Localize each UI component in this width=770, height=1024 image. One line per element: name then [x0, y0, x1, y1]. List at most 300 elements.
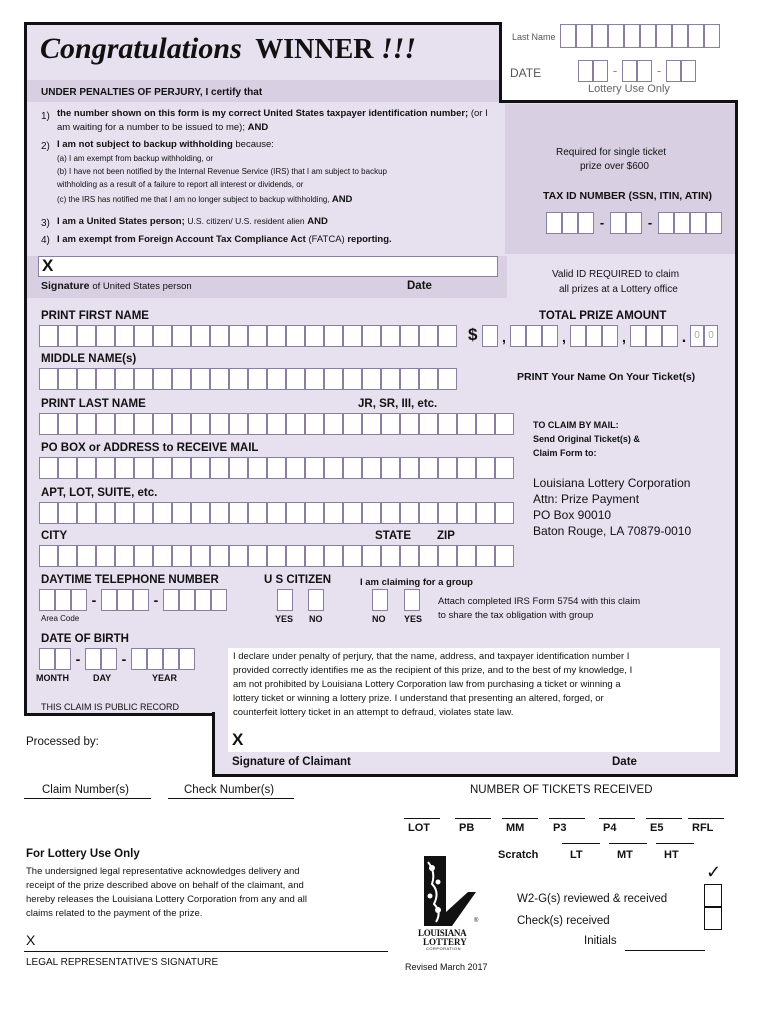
lottery-use-only-label: Lottery Use Only — [588, 83, 670, 95]
char-box[interactable] — [305, 325, 324, 347]
prize-comma-1: , — [502, 329, 506, 345]
item3-bold: I am a United States person; — [57, 216, 185, 227]
char-box[interactable] — [267, 413, 286, 435]
char-box[interactable] — [305, 545, 324, 567]
char-box[interactable] — [172, 413, 191, 435]
char-box[interactable] — [96, 545, 115, 567]
char-box[interactable] — [39, 545, 58, 567]
char-box[interactable] — [58, 457, 77, 479]
char-box[interactable] — [286, 502, 305, 524]
item2-line — [57, 139, 274, 150]
char-box[interactable] — [153, 545, 172, 567]
char-box[interactable] — [172, 502, 191, 524]
char-box[interactable] — [191, 502, 210, 524]
char-box[interactable] — [267, 325, 286, 347]
char-box[interactable] — [96, 368, 115, 390]
char-box[interactable] — [419, 368, 438, 390]
claimant-signature-field[interactable] — [228, 728, 720, 752]
tax-id-boxes[interactable] — [546, 212, 722, 234]
citizen-label: U S CITIZEN — [264, 574, 332, 586]
citizen-no-box[interactable] — [308, 589, 324, 611]
last-name-char-box[interactable] — [560, 24, 576, 48]
phone-dash-1: - — [91, 592, 97, 608]
last-name-field-boxes[interactable] — [39, 413, 514, 435]
apt-boxes[interactable] — [39, 502, 514, 524]
public-record: THIS CLAIM IS PUBLIC RECORD — [41, 702, 180, 712]
pelican-icon — [418, 852, 480, 930]
last-name-char-box[interactable] — [576, 24, 592, 48]
louisiana-lottery-logo — [418, 852, 480, 952]
char-box[interactable] — [286, 368, 305, 390]
char-box[interactable] — [476, 413, 495, 435]
char-box[interactable] — [210, 368, 229, 390]
scratch-count-line[interactable] — [609, 843, 647, 844]
char-box[interactable] — [115, 413, 134, 435]
mail-addr2: Attn: Prize Payment — [533, 492, 640, 506]
item2c: (c) the IRS has notified me that I am no longer subject to backup withholding, — [57, 195, 330, 204]
lottery-use-l1: The undersigned legal representative acknowledges delivery and — [26, 866, 300, 877]
char-box[interactable] — [210, 545, 229, 567]
item3-tail: U.S. citizen/ U.S. resident alien — [187, 216, 305, 226]
citizen-yes-box[interactable] — [277, 589, 293, 611]
char-box[interactable] — [438, 502, 457, 524]
sig1-x: X — [42, 256, 54, 275]
char-box[interactable] — [39, 325, 58, 347]
char-box[interactable] — [457, 413, 476, 435]
prize-cents-1: 0 — [690, 325, 704, 347]
valid-id-line2: all prizes at a Lottery office — [559, 284, 678, 295]
char-box[interactable] — [343, 368, 362, 390]
item4-num: 4) — [41, 235, 50, 246]
dob-month: MONTH — [36, 673, 69, 683]
scratch-type-ht: HT — [664, 849, 679, 861]
char-box[interactable] — [39, 368, 58, 390]
last-name-char-box[interactable] — [624, 24, 640, 48]
w2g-checkbox[interactable] — [704, 884, 722, 908]
char-box[interactable] — [77, 368, 96, 390]
apt-label: APT, LOT, SUITE, etc. — [41, 487, 158, 499]
char-box[interactable] — [381, 413, 400, 435]
prize-amount-boxes[interactable] — [482, 325, 718, 351]
char-box[interactable] — [495, 502, 514, 524]
scratch-type-lt: LT — [570, 849, 583, 861]
mail-claim-form: Claim Form to: — [533, 448, 597, 458]
char-box[interactable] — [96, 413, 115, 435]
char-box[interactable] — [286, 413, 305, 435]
initials-line[interactable] — [625, 950, 705, 951]
char-box[interactable] — [343, 545, 362, 567]
char-box[interactable] — [191, 368, 210, 390]
char-box[interactable] — [229, 545, 248, 567]
char-box[interactable] — [39, 457, 58, 479]
char-box[interactable] — [438, 545, 457, 567]
char-box[interactable] — [438, 325, 457, 347]
char-box[interactable] — [191, 325, 210, 347]
suffix-label: JR, SR, III, etc. — [358, 398, 438, 410]
group-attach-2: to share the tax obligation with group — [438, 610, 594, 621]
sig2-x: X — [232, 730, 244, 749]
logo-line3: CORPORATION — [426, 946, 461, 951]
char-box[interactable] — [457, 545, 476, 567]
item3-and: AND — [307, 216, 328, 227]
group-yes-label: YES — [404, 614, 423, 624]
mail-addr1: Louisiana Lottery Corporation — [533, 476, 691, 490]
print-name-note: PRINT Your Name On Your Ticket(s) — [517, 371, 696, 383]
group-label: I am claiming for a group — [360, 577, 473, 588]
char-box[interactable] — [324, 368, 343, 390]
char-box[interactable] — [457, 457, 476, 479]
char-box[interactable] — [115, 368, 134, 390]
us-person-signature-field[interactable] — [38, 256, 498, 277]
middle-name-boxes[interactable] — [39, 368, 457, 390]
char-box[interactable] — [267, 368, 286, 390]
tax-prize-over: prize over $600 — [580, 161, 649, 172]
date-boxes[interactable]: - - — [578, 60, 696, 82]
sig1-date: Date — [407, 280, 432, 292]
ticket-count-line[interactable] — [646, 818, 682, 819]
char-box[interactable] — [58, 325, 77, 347]
ticket-count-line[interactable] — [688, 818, 724, 819]
char-box[interactable] — [476, 457, 495, 479]
char-box[interactable] — [115, 457, 134, 479]
last-name-char-box[interactable] — [688, 24, 704, 48]
logo-line1: LOUISIANA — [418, 928, 467, 938]
char-box[interactable] — [229, 502, 248, 524]
char-box[interactable] — [362, 368, 381, 390]
dob-dash-1: - — [75, 651, 81, 667]
char-box[interactable] — [400, 413, 419, 435]
char-box[interactable] — [134, 413, 153, 435]
char-box[interactable] — [153, 413, 172, 435]
ticket-count-line[interactable] — [502, 818, 538, 819]
dob-label: DATE OF BIRTH — [41, 633, 129, 645]
sig2-label: Signature of Claimant — [232, 756, 351, 768]
char-box[interactable] — [210, 413, 229, 435]
char-box[interactable] — [305, 502, 324, 524]
claim-number-line — [24, 798, 151, 799]
item2a: (a) I am exempt from backup withholding, or — [57, 154, 214, 163]
declaration-l5: counterfeit lottery ticket in an attempt to defraud, violates state law. — [233, 707, 514, 718]
item1-and: AND — [247, 122, 269, 133]
ticket-count-line[interactable] — [549, 818, 585, 819]
ticket-count-line[interactable] — [455, 818, 491, 819]
char-box[interactable] — [229, 325, 248, 347]
char-box[interactable] — [96, 502, 115, 524]
item4-paren: (FATCA) — [308, 234, 345, 245]
char-box[interactable] — [115, 325, 134, 347]
char-box[interactable] — [305, 457, 324, 479]
last-name-boxes[interactable] — [560, 24, 720, 48]
item4-bold: I am exempt from Foreign Account Tax Compliance Act — [57, 234, 306, 245]
last-name-char-box[interactable] — [672, 24, 688, 48]
tax-dash-1: - — [599, 215, 605, 230]
prize-title: TOTAL PRIZE AMOUNT — [539, 310, 667, 322]
middle-name-label: MIDDLE NAME(s) — [41, 353, 137, 365]
dob-year: YEAR — [152, 673, 178, 683]
char-box[interactable] — [77, 457, 96, 479]
dob-boxes[interactable] — [39, 648, 195, 670]
char-box[interactable] — [267, 545, 286, 567]
last-name-char-box[interactable] — [704, 24, 720, 48]
item1-line2 — [57, 122, 268, 133]
sig1-label-bold: Signature — [41, 280, 90, 292]
po-box-label: PO BOX or ADDRESS to RECEIVE MAIL — [41, 442, 259, 454]
char-box[interactable] — [172, 457, 191, 479]
mail-addr3: PO Box 90010 — [533, 508, 612, 522]
tickets-title: NUMBER OF TICKETS RECEIVED — [470, 784, 653, 796]
char-box[interactable] — [210, 457, 229, 479]
char-box[interactable] — [457, 502, 476, 524]
char-box[interactable] — [77, 413, 96, 435]
winner-text: WINNER — [255, 34, 374, 65]
po-box-boxes[interactable] — [39, 457, 514, 479]
char-box[interactable] — [134, 502, 153, 524]
ticket-count-line[interactable] — [404, 818, 440, 819]
perjury-heading: UNDER PENALTIES OF PERJURY, I certify that — [41, 87, 263, 98]
char-box[interactable] — [77, 325, 96, 347]
char-box[interactable] — [286, 325, 305, 347]
mail-send: Send Original Ticket(s) & — [533, 434, 640, 444]
char-box[interactable] — [134, 457, 153, 479]
char-box[interactable] — [362, 413, 381, 435]
char-box[interactable] — [115, 502, 134, 524]
ticket-type-pb: PB — [459, 822, 475, 834]
char-box[interactable] — [248, 457, 267, 479]
char-box[interactable] — [134, 368, 153, 390]
ticket-type-p3: P3 — [553, 822, 567, 834]
citizen-yes-label: YES — [275, 614, 294, 624]
legal-sig-x: X — [26, 932, 36, 948]
char-box[interactable] — [400, 545, 419, 567]
char-box[interactable] — [267, 457, 286, 479]
char-box[interactable] — [381, 502, 400, 524]
char-box[interactable] — [96, 325, 115, 347]
char-box[interactable] — [153, 457, 172, 479]
char-box[interactable] — [248, 325, 267, 347]
first-name-boxes[interactable] — [39, 325, 457, 347]
char-box[interactable] — [153, 325, 172, 347]
ticket-type-lot: LOT — [408, 822, 430, 834]
char-box[interactable] — [495, 545, 514, 567]
char-box[interactable] — [210, 502, 229, 524]
char-box[interactable] — [343, 325, 362, 347]
char-box[interactable] — [343, 413, 362, 435]
char-box[interactable] — [438, 368, 457, 390]
prize-comma-2: , — [562, 329, 566, 345]
last-name-char-box[interactable] — [656, 24, 672, 48]
check-number-line — [168, 798, 294, 799]
char-box[interactable] — [381, 368, 400, 390]
char-box[interactable] — [77, 502, 96, 524]
lottery-use-l2: receipt of the prize described above on behalf of the claimant, and — [26, 880, 304, 891]
char-box[interactable] — [362, 325, 381, 347]
zip-label: ZIP — [437, 530, 455, 542]
char-box[interactable] — [362, 457, 381, 479]
char-box[interactable] — [134, 325, 153, 347]
char-box[interactable] — [400, 368, 419, 390]
char-box[interactable] — [324, 502, 343, 524]
sig1-label — [41, 280, 192, 292]
last-name-label: Last Name — [512, 32, 556, 42]
char-box[interactable] — [229, 368, 248, 390]
char-box[interactable] — [381, 457, 400, 479]
char-box[interactable] — [305, 413, 324, 435]
congrats-text: Congratulations — [40, 32, 242, 65]
char-box[interactable] — [248, 368, 267, 390]
char-box[interactable] — [495, 457, 514, 479]
char-box[interactable] — [153, 502, 172, 524]
group-no-box[interactable] — [372, 589, 388, 611]
phone-boxes[interactable] — [39, 589, 227, 611]
char-box[interactable] — [115, 545, 134, 567]
last-name-char-box[interactable] — [592, 24, 608, 48]
mail-addr4: Baton Rouge, LA 70879-0010 — [533, 524, 692, 538]
item2-tail: because: — [235, 139, 274, 150]
item1-line1 — [57, 108, 488, 119]
declaration-l2: provided correctly identifies me as the recipient of this prize, and to the best of my knowledge, I — [233, 665, 633, 676]
char-box[interactable] — [476, 502, 495, 524]
check-received-label: Check(s) received — [517, 915, 610, 927]
first-name-label: PRINT FIRST NAME — [41, 310, 149, 322]
group-yes-box[interactable] — [404, 589, 420, 611]
processed-by: Processed by: — [26, 736, 99, 748]
city-boxes[interactable] — [39, 545, 514, 567]
char-box[interactable] — [362, 545, 381, 567]
item2-and: AND — [331, 194, 353, 205]
char-box[interactable] — [77, 545, 96, 567]
char-box[interactable] — [58, 413, 77, 435]
item2b: (b) I have not been notified by the Internal Revenue Service (IRS) that I am subject to backup — [57, 167, 387, 176]
initials-label: Initials — [584, 935, 617, 947]
to-claim-mail: TO CLAIM BY MAIL: — [533, 420, 619, 430]
char-box[interactable] — [229, 413, 248, 435]
item1-tail: (or I — [470, 108, 488, 119]
char-box[interactable] — [419, 545, 438, 567]
logo-line2: LOTTERY — [423, 937, 467, 947]
char-box[interactable] — [324, 545, 343, 567]
char-box[interactable] — [400, 457, 419, 479]
char-box[interactable] — [248, 545, 267, 567]
declaration-l4: lottery ticket or winning a lottery prize. I understand that presenting an altered, forged, or — [233, 693, 604, 704]
char-box[interactable] — [248, 502, 267, 524]
last-name-char-box[interactable] — [608, 24, 624, 48]
sig2-date: Date — [612, 756, 637, 768]
char-box[interactable] — [39, 413, 58, 435]
ticket-type-p4: P4 — [603, 822, 617, 834]
char-box[interactable] — [324, 325, 343, 347]
state-label: STATE — [375, 530, 411, 542]
char-box[interactable] — [419, 325, 438, 347]
char-box[interactable] — [400, 502, 419, 524]
char-box[interactable] — [286, 545, 305, 567]
char-box[interactable] — [210, 325, 229, 347]
logo-tm: ® — [474, 918, 479, 924]
char-box[interactable] — [305, 368, 324, 390]
lottery-use-title: For Lottery Use Only — [26, 848, 140, 860]
char-box[interactable] — [495, 413, 514, 435]
char-box[interactable] — [172, 545, 191, 567]
char-box[interactable] — [286, 457, 305, 479]
tax-id-title: TAX ID NUMBER (SSN, ITIN, ATIN) — [543, 190, 712, 202]
char-box[interactable] — [476, 545, 495, 567]
prize-dollar: $ — [468, 325, 478, 344]
item2-num: 2) — [41, 141, 50, 152]
city-label: CITY — [41, 530, 68, 542]
char-box[interactable] — [248, 413, 267, 435]
char-box[interactable] — [343, 457, 362, 479]
check-number: Check Number(s) — [184, 784, 275, 796]
scratch-count-line[interactable] — [562, 843, 600, 844]
char-box[interactable] — [324, 457, 343, 479]
char-box[interactable] — [134, 545, 153, 567]
congratulations-heading — [40, 32, 416, 66]
char-box[interactable] — [229, 457, 248, 479]
char-box[interactable] — [191, 545, 210, 567]
item1-line2-text: am waiting for a number to be issued to me); — [57, 122, 245, 133]
tax-required: Required for single ticket — [556, 147, 667, 158]
char-box[interactable] — [153, 368, 172, 390]
char-box[interactable] — [419, 413, 438, 435]
declaration-l1: I declare under penalty of perjury, that the name, address, and taxpayer identification number I — [233, 651, 630, 662]
tickets-scratch: Scratch — [498, 849, 539, 861]
scratch-type-mt: MT — [617, 849, 633, 861]
item2b2: withholding as a result of a failure to report all interest or dividends, or — [57, 180, 304, 189]
char-box[interactable] — [438, 413, 457, 435]
char-box[interactable] — [381, 545, 400, 567]
date-label: DATE — [510, 66, 542, 80]
char-box[interactable] — [58, 368, 77, 390]
char-box[interactable] — [39, 502, 58, 524]
ticket-type-mm: MM — [506, 822, 525, 834]
char-box[interactable] — [400, 325, 419, 347]
char-box[interactable] — [58, 502, 77, 524]
char-box[interactable] — [343, 502, 362, 524]
prize-comma-3: , — [622, 329, 626, 345]
char-box[interactable] — [362, 502, 381, 524]
ticket-type-e5: E5 — [650, 822, 664, 834]
char-box[interactable] — [419, 457, 438, 479]
declaration-l3: am not prohibited by Louisiana Lottery Corporation law from purchasing a ticket or winning a — [233, 679, 621, 690]
char-box[interactable] — [191, 457, 210, 479]
citizen-no-label: NO — [309, 614, 323, 624]
char-box[interactable] — [191, 413, 210, 435]
item4-line — [57, 234, 392, 245]
tax-dash-2: - — [647, 215, 653, 230]
ticket-count-line[interactable] — [599, 818, 635, 819]
last-name-char-box[interactable] — [640, 24, 656, 48]
char-box[interactable] — [324, 413, 343, 435]
char-box[interactable] — [96, 457, 115, 479]
char-box[interactable] — [438, 457, 457, 479]
revised-date: Revised March 2017 — [405, 962, 488, 972]
check-received-checkbox[interactable] — [704, 906, 722, 930]
item2-bold: I am not subject to backup withholding — [57, 139, 233, 150]
char-box[interactable] — [267, 502, 286, 524]
sig1-label-tail: of United States person — [92, 281, 192, 292]
prize-cents-2: 0 — [704, 325, 718, 347]
scratch-count-line[interactable] — [656, 843, 694, 844]
lottery-use-l4: claims related to the payment of the prize. — [26, 908, 203, 919]
char-box[interactable] — [381, 325, 400, 347]
char-box[interactable] — [172, 325, 191, 347]
item1-bold: the number shown on this form is my correct United States taxpayer identification number; — [57, 108, 469, 119]
char-box[interactable] — [58, 545, 77, 567]
legal-sig-line[interactable] — [24, 951, 388, 952]
char-box[interactable] — [419, 502, 438, 524]
char-box[interactable] — [172, 368, 191, 390]
bang-text: !!! — [381, 32, 417, 65]
claim-number: Claim Number(s) — [42, 784, 129, 796]
